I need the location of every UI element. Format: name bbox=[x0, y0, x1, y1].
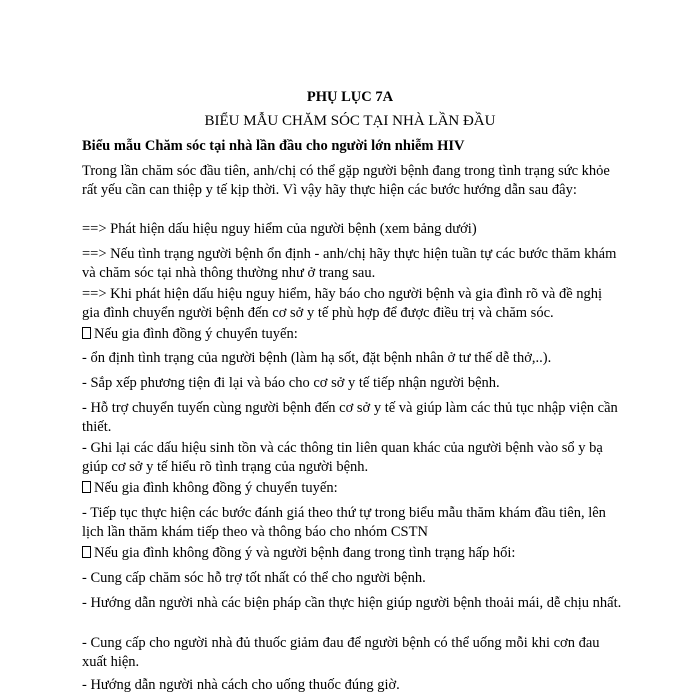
checkbox-symbol-icon bbox=[82, 327, 91, 339]
intro-paragraph: Trong lần chăm sóc đầu tiên, anh/chị có thể gặp người bệnh đang trong tình trạng sức khỏe rất yếu cần can thiệp y tế kịp thời. Vì vậy hãy thực hiện các bước hướng dẫn sau đây: bbox=[82, 163, 610, 198]
step-refer: ==> Khi phát hiện dấu hiệu nguy hiểm, hãy báo cho người bệnh và gia đình rõ và đề nghị gia đình chuyển người bệnh đến cơ sở y tế phù hợp để được điều trị và chăm sóc. bbox=[82, 286, 603, 321]
step-detect-danger: ==> Phát hiện dấu hiệu nguy hiểm của người bệnh (xem bảng dưới) bbox=[82, 221, 477, 237]
agree-item-4: - Ghi lại các dấu hiệu sinh tồn và các thông tin liên quan khác của người bệnh vào sổ y bạ giúp cơ sở y tế hiểu rõ tình trạng của người bệnh. bbox=[82, 440, 603, 475]
case-disagree bbox=[82, 479, 622, 498]
agree-item-2: - Sắp xếp phương tiện đi lại và báo cho cơ sở y tế tiếp nhận người bệnh. bbox=[82, 375, 500, 391]
case-dying-text: Nếu gia đình không đồng ý và người bệnh đang trong tình trạng hấp hối: bbox=[94, 545, 516, 561]
form-title: BIỂU MẪU CHĂM SÓC TẠI NHÀ LẦN ĐẦU bbox=[204, 113, 496, 129]
appendix-title: PHỤ LỤC 7A bbox=[306, 89, 394, 105]
case-dying bbox=[82, 544, 622, 563]
dying-item-2: - Hướng dẫn người nhà các biện pháp cần thực hiện giúp người bệnh thoải mái, dễ chịu nhất. bbox=[82, 595, 622, 611]
step-stable-care: ==> Nếu tình trạng người bệnh ổn định - anh/chị hãy thực hiện tuần tự các bước thăm khám và chăm sóc tại nhà thông thường như ở trang sau. bbox=[82, 246, 617, 281]
dying-item-1: - Cung cấp chăm sóc hỗ trợ tốt nhất có thể cho người bệnh. bbox=[82, 570, 426, 586]
checkbox-symbol-icon bbox=[82, 481, 91, 493]
case-agree bbox=[82, 325, 622, 344]
agree-item-3: - Hỗ trợ chuyển tuyến cùng người bệnh đến cơ sở y tế và giúp làm các thủ tục nhập viện cần thiết. bbox=[82, 400, 618, 435]
case-agree-text: Nếu gia đình đồng ý chuyển tuyến: bbox=[94, 326, 298, 342]
checkbox-symbol-icon bbox=[82, 546, 91, 558]
agree-item-1: - ổn định tình trạng của người bệnh (làm hạ sốt, đặt bệnh nhân ở tư thế dễ thở,..). bbox=[82, 350, 552, 366]
case-disagree-text: Nếu gia đình không đồng ý chuyển tuyến: bbox=[94, 480, 338, 496]
dying-item-3: - Cung cấp cho người nhà đủ thuốc giảm đau để người bệnh có thể uống mỗi khi cơn đau xuất hiện. bbox=[82, 635, 600, 670]
disagree-item-1: - Tiếp tục thực hiện các bước đánh giá theo thứ tự trong biểu mẫu thăm khám đầu tiên, lên lịch lần thăm khám tiếp theo và thông báo cho nhóm CSTN bbox=[82, 505, 606, 540]
form-subtitle: Biểu mẫu Chăm sóc tại nhà lần đầu cho người lớn nhiễm HIV bbox=[82, 138, 465, 154]
dying-item-4: - Hướng dẫn người nhà cách cho uống thuốc đúng giờ. bbox=[82, 677, 400, 693]
